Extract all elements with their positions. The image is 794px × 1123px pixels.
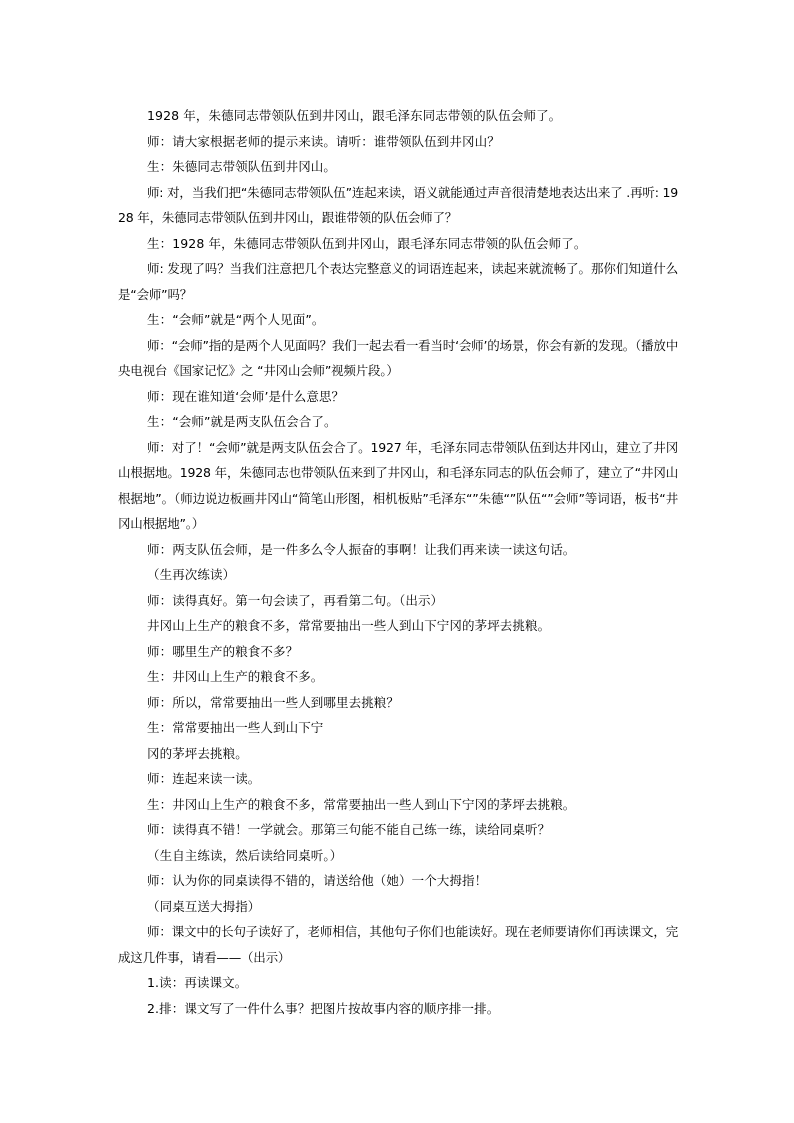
paragraph-28: 1.读：再读课文。 xyxy=(147,975,248,990)
paragraph-15: 井冈山上生产的粮食不多，常常要抽出一些人到山下宁冈的茅坪去挑粮。 xyxy=(147,618,551,633)
paragraph-16: 师：哪里生产的粮食不多？ xyxy=(147,643,299,659)
paragraph-14: 师：读得真好。第一句会读了，再看第二句。（出示） xyxy=(147,592,444,608)
paragraph-13: （生再次练读） xyxy=(147,567,236,582)
paragraph-19: 生：常常要抽出一些人到山下宁 xyxy=(147,720,324,735)
paragraph-18: 师：所以，常常要抽出一些人到哪里去挑粮？ xyxy=(147,694,400,710)
paragraph-21: 师：连起来读一读。 xyxy=(147,771,261,786)
paragraph-27: 师：课文中的长句子读好了，老师相信，其他句子你们也能读好。现在老师要请你们再读课文，完成这几件事，请看——（出示） xyxy=(118,924,678,965)
paragraph-20: 冈的茅坪去挑粮。 xyxy=(147,745,248,761)
paragraph-23: 师：读得真不错！一学就会。那第三句能不能自己练一练，读给同桌听？ xyxy=(147,822,551,837)
paragraph-29: 2.排：课文写了一件什么事？把图片按故事内容的顺序排一排。 xyxy=(147,1000,500,1016)
paragraph-4: 师: 对，当我们把“朱德同志带领队伍”连起来读，语义就能通过声音很清楚地表达出来了 .再听: 1928 年，朱德同志带领队伍到井冈山，跟谁带领的队伍会师了？ xyxy=(118,184,678,225)
paragraph-10: 生：“会师”就是两支队伍会合了。 xyxy=(147,414,337,429)
paragraph-7: 生：“会师”就是“两个人见面”。 xyxy=(147,312,325,327)
paragraph-8: 师：“会师”指的是两个人见面吗？我们一起去看一看当时‘会师’的场景，你会有新的发现。（播放中央电视台《国家记忆》之 “井冈山会师”视频片段。） xyxy=(118,337,678,378)
paragraph-1: 1928 年，朱德同志带领队伍到井冈山，跟毛泽东同志带领的队伍会师了。 xyxy=(147,108,562,123)
paragraph-11: 师：对了！“会师”就是两支队伍会合了。1927 年，毛泽东同志带领队伍到达井冈山，建立了井冈山根据地。1928 年，朱德同志也带领队伍来到了井冈山，和毛泽东同志的队伍会师了，建立了“井冈山根据地”。（师边说边板画井冈山“简笔山形图，相机板贴”毛泽东“”朱德“”队伍“”会师”等词语，板书“井冈山根据地”。） xyxy=(118,439,678,531)
paragraph-22: 生：井冈山上生产的粮食不多，常常要抽出一些人到山下宁冈的茅坪去挑粮。 xyxy=(147,796,576,812)
paragraph-12: 师：两支队伍会师，是一件多么令人振奋的事啊！让我们再来读一读这句话。 xyxy=(147,541,576,557)
paragraph-6: 师: 发现了吗？当我们注意把几个表达完整意义的词语连起来，读起来就流畅了。那你们知道什么是“会师”吗？ xyxy=(118,261,678,302)
paragraph-9: 师：现在谁知道‘会师’是什么意思？ xyxy=(147,388,345,404)
paragraph-3: 生：朱德同志带领队伍到井冈山。 xyxy=(147,159,337,174)
paragraph-17: 生：井冈山上生产的粮食不多。 xyxy=(147,669,324,684)
paragraph-2: 师：请大家根据老师的提示来读。请听：谁带领队伍到井冈山？ xyxy=(147,133,500,149)
paragraph-24: （生自主练读，然后读给同桌听。） xyxy=(147,847,343,863)
paragraph-25: 师：认为你的同桌读得不错的，请送给他（她）一个大拇指！ xyxy=(147,873,488,888)
paragraph-26: （同桌互送大拇指） xyxy=(147,898,261,914)
paragraph-5: 生：1928 年，朱德同志带领队伍到井冈山，跟毛泽东同志带领的队伍会师了。 xyxy=(147,235,587,251)
document-body xyxy=(118,103,678,1021)
